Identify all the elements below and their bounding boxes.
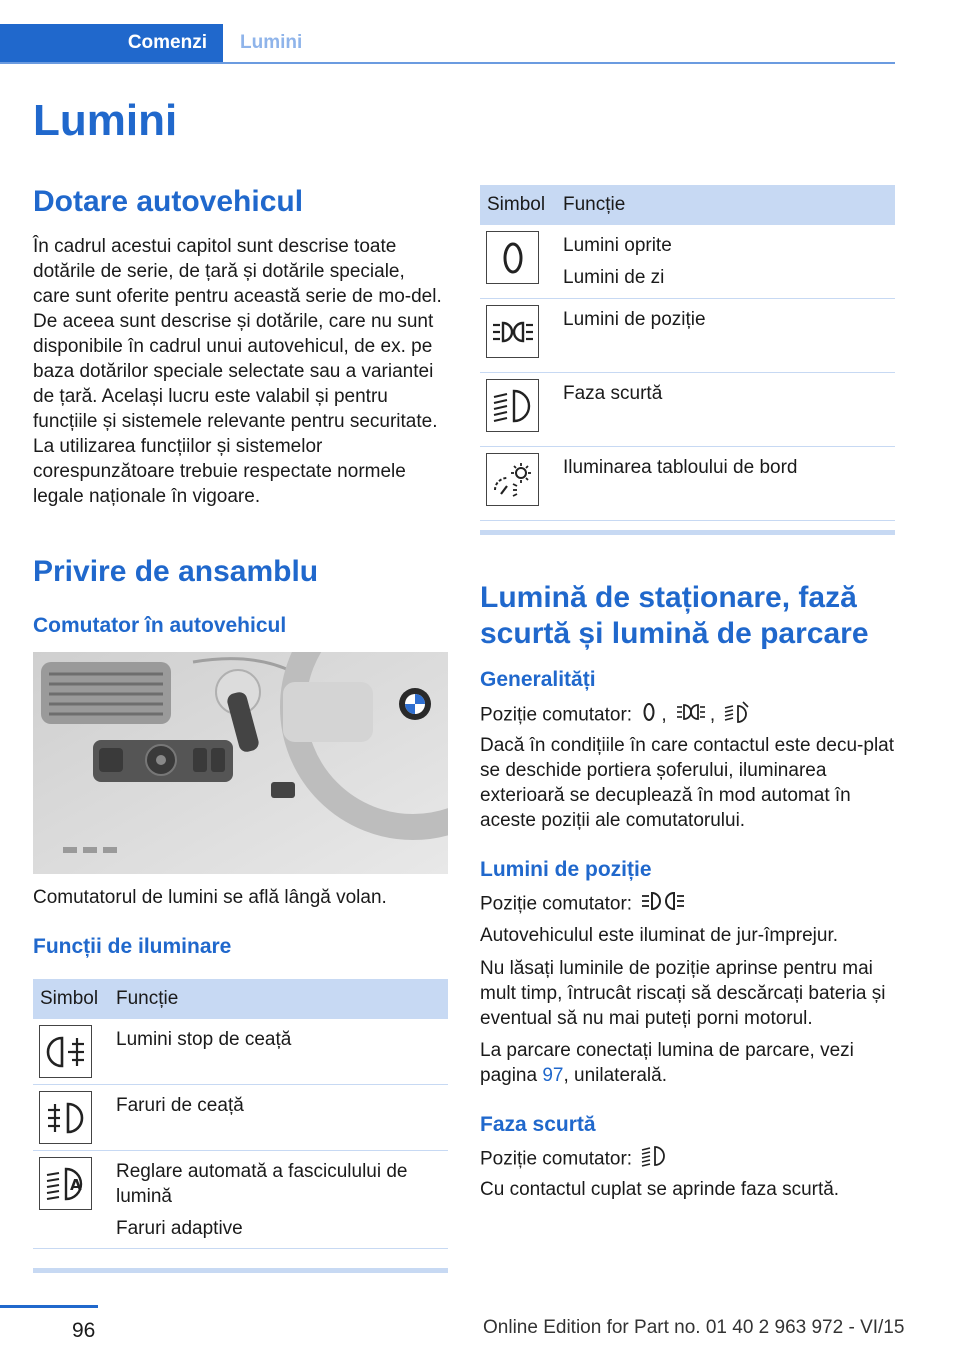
switch-photo: [33, 652, 448, 874]
table-row: [480, 299, 895, 373]
table-row: [480, 373, 895, 447]
switch-caption: Comutatorul de lumini se află lângă volan.: [33, 887, 387, 908]
row-text: Lumini de zi: [563, 267, 665, 288]
table-row: [33, 1019, 448, 1085]
position-label: Poziție comutator:: [480, 704, 633, 726]
heading-dotare: Dotare autovehicul: [33, 185, 304, 218]
low-beam-park-icon: [724, 701, 750, 730]
right-symbol-table: [480, 185, 895, 521]
heading-generalitati: Generalități: [480, 668, 596, 691]
col-symbol: Simbol: [480, 185, 556, 225]
auto-headlight-icon: [39, 1157, 92, 1210]
comma: ,: [661, 704, 667, 726]
low-beam-icon: [641, 1145, 667, 1174]
header-bar: [0, 24, 895, 64]
heading-functii: [33, 935, 231, 959]
front-fog-light-icon: [39, 1091, 92, 1144]
parking-light-icon: [641, 890, 685, 919]
row-text: Lumini stop de ceață: [116, 1029, 292, 1050]
rear-fog-light-icon: [39, 1025, 92, 1078]
footer-line: [0, 1305, 98, 1308]
row-text: Iluminarea tabloului de bord: [563, 457, 798, 478]
row-text: Faza scurtă: [563, 383, 663, 404]
heading-functii-text: Funcții de iluminare: [33, 935, 232, 958]
page-title: Lumini: [33, 96, 178, 145]
svg-text:A: A: [69, 1175, 82, 1194]
tab-comenzi[interactable]: Comenzi: [0, 24, 223, 62]
instrument-lighting-icon: [486, 453, 539, 506]
heading-statonare: Lumină de staționare, fază scurtă și lumină de parcare: [480, 581, 869, 650]
paragraph-pozitie-2: Nu lăsați luminile de poziție aprinse pentru mai mult timp, întrucât riscați să descărcați bateria și eventual să nu mai puteți porni motorul.: [480, 958, 886, 1029]
table-row: [33, 1085, 448, 1151]
table-header: [480, 185, 895, 225]
row-text: Lumini oprite: [563, 235, 672, 256]
paragraph-pozitie-1: Autovehiculul este iluminat de jur-împrejur.: [480, 925, 839, 946]
left-symbol-table: [33, 979, 448, 1249]
pozitie-3-text-a: La parcare conectați lumina de parcare, vezi pagina: [480, 1040, 854, 1086]
low-beam-icon: [486, 379, 539, 432]
heading-faza: Faza scurtă: [480, 1113, 596, 1136]
faza-switch-line: [480, 1145, 895, 1174]
tab-lumini[interactable]: Lumini: [240, 32, 303, 53]
paragraph-faza: Cu contactul cuplat se aprinde faza scurtă.: [480, 1179, 840, 1200]
table-header: [33, 979, 448, 1019]
page-number: 96: [72, 1319, 96, 1342]
col-function: Funcție: [109, 979, 448, 1019]
switch-positions-line: [480, 701, 895, 730]
parking-light-icon: [486, 305, 539, 358]
table-row: [480, 225, 895, 299]
paragraph-generalitati: Dacă în condițiile în care contactul este decu‐plat se deschide portiera șoferului, iluminarea exterioară se decuplează în mod automat în aceste poziții ale comutatorului.: [480, 735, 895, 831]
table-end-bar: [480, 530, 895, 535]
row-text: Faruri adaptive: [116, 1218, 243, 1239]
comma: ,: [709, 704, 716, 726]
position-label: Poziție comutator:: [480, 893, 633, 915]
heading-comutator: Comutator în autovehicul: [33, 614, 287, 637]
pozitie-3-text-b: , unilaterală.: [563, 1065, 667, 1086]
edition-text: Online Edition for Part no. 01 40 2 963 972 - VI/15: [483, 1317, 905, 1338]
col-symbol: Simbol: [33, 979, 109, 1019]
zero-position-icon: [641, 701, 657, 730]
heading-privire: Privire de ansamblu: [33, 555, 319, 588]
row-text: Lumini de poziție: [563, 309, 706, 330]
table-end-bar: [33, 1268, 448, 1273]
heading-pozitie: Lumini de poziție: [480, 858, 652, 881]
row-text: Reglare automată a fasciculului de lumină: [116, 1161, 408, 1207]
col-function: Funcție: [556, 185, 895, 225]
zero-position-icon: [486, 231, 539, 284]
page-link-97[interactable]: 97: [542, 1065, 564, 1086]
row-text: Faruri de ceață: [116, 1095, 244, 1116]
table-row: [480, 447, 895, 521]
table-row: [33, 1151, 448, 1249]
position-label: Poziție comutator:: [480, 1148, 633, 1170]
pozitie-switch-line: [480, 890, 895, 919]
paragraph-dotare: În cadrul acestui capitol sunt descrise toate dotările de serie, de țară și dotările speciale, care sunt oferite pentru această serie de mo‐del. De aceea sunt descrise și dotările, care nu sunt disponibile în cadrul unui autovehicul, de ex. pe baza dotărilor speciale selectate sau a variantei de țară. Același lucru este valabil și pentru funcțiile și sistemele relevante pentru securitate. La utilizarea funcțiilor și sistemelor corespunzătoare trebuie respectate normele legale naționale în vigoare.: [33, 236, 442, 507]
paragraph-pozitie-3: [480, 1038, 895, 1088]
parking-light-icon: [676, 701, 706, 730]
